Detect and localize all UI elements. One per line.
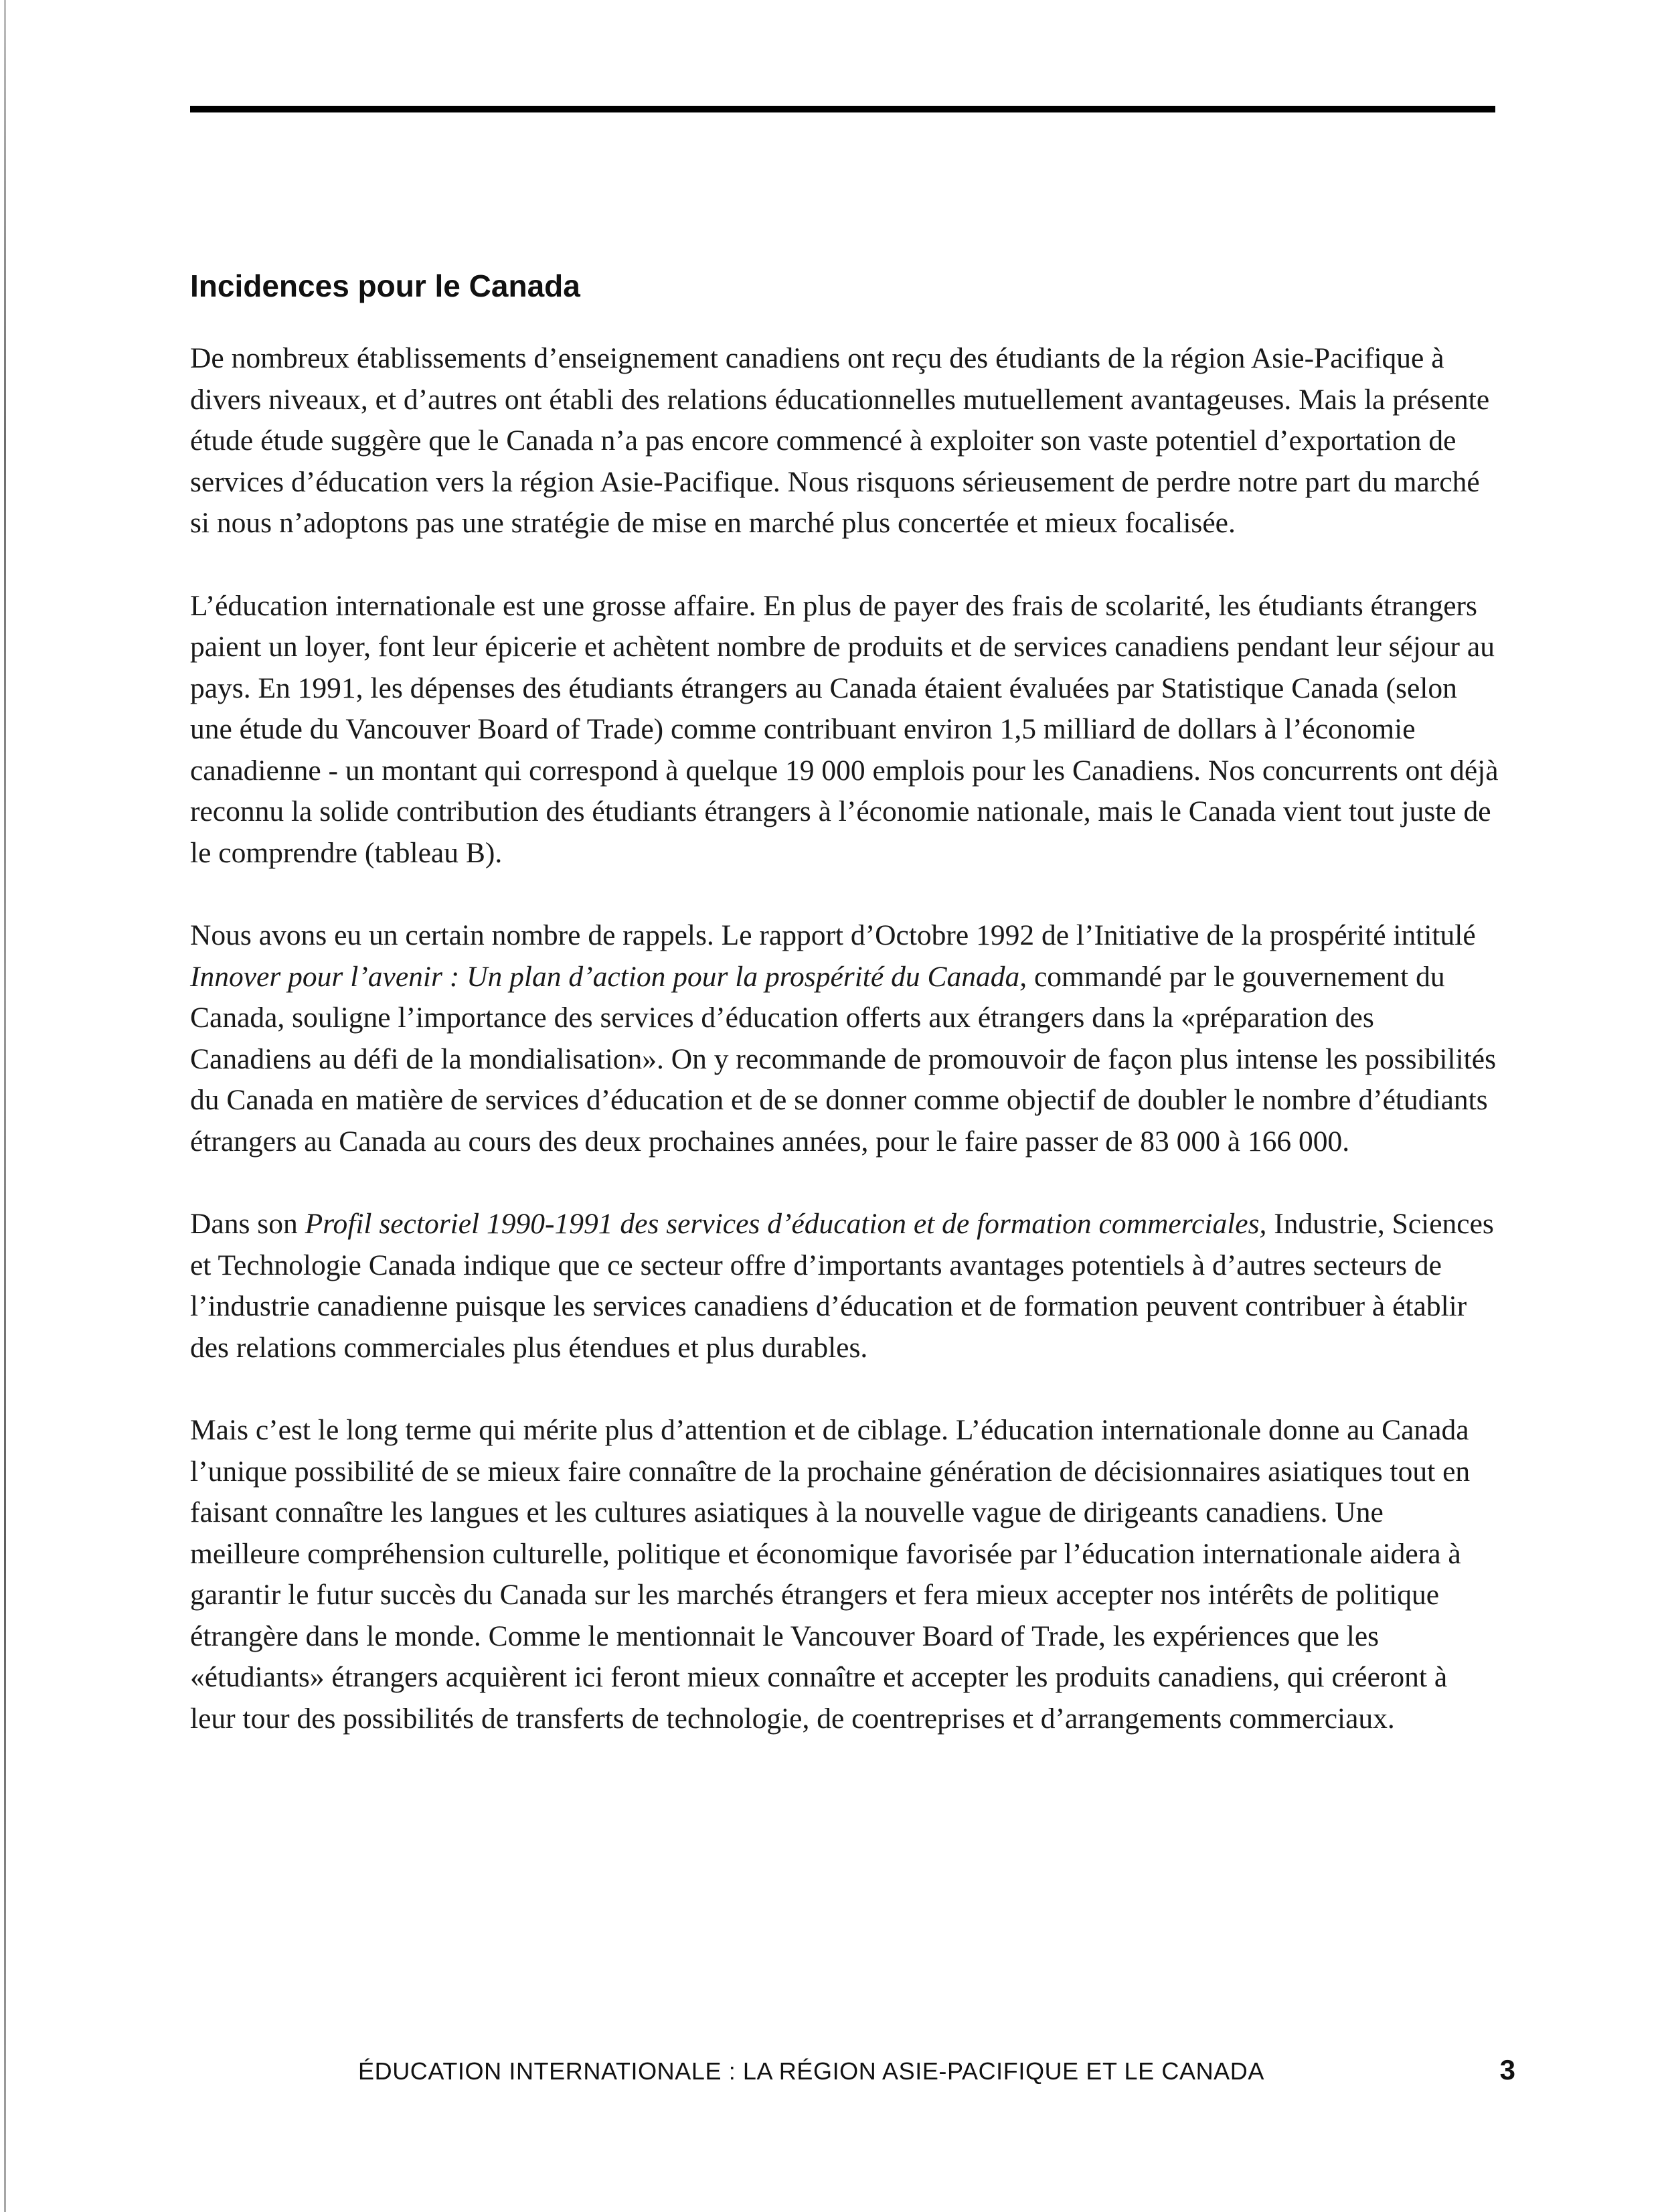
body-text — [190, 338, 1499, 1781]
paragraph-5: Mais c’est le long terme qui mérite plus d’attention et de ciblage. L’éducation internationale donne au Canada l’unique possibilité de se mieux faire connaître de la prochaine génération de décisionnaires asiatiques tout en faisant connaître les langues et les cultures asiatiques à la nouvelle vague de dirigeants canadiens. Une meilleure compréhension culturelle, politique et économique favorisée par l’éducation internationale aidera à garantir le futur succès du Canada sur les marchés étrangers et fera mieux accepter nos intérêts de politique étrangère dans le monde. Comme le mentionnait le Vancouver Board of Trade, les expériences que les «étudiants» étrangers acquièrent ici feront mieux connaître et accepter les produits canadiens, qui créeront à leur tour des possibilités de transferts de technologie, de coentreprises et d’arrangements commerciaux. — [190, 1414, 1471, 1735]
paragraph-3 — [190, 915, 1499, 1162]
paragraph-4-text-after: Industrie, Sciences et Technologie Canada indique que ce secteur offre d’importants avantages potentiels à d’autres secteurs de l’industrie canadienne puisque les services canadiens d’éducation et de formation peuvent contribuer à établir des relations commerciales plus étendues et plus durables. — [190, 1208, 1494, 1364]
paragraph-3-text-before: Nous avons eu un certain nombre de rappels. Le rapport d’Octobre 1992 de l’Initiative de la prospérité intitulé — [190, 919, 1476, 951]
paragraph-3-text-after: commandé par le gouvernement du Canada, souligne l’importance des services d’éducation offerts aux étrangers dans la «préparation des Canadiens au défi de la mondialisation». On y recommande de promouvoir de façon plus intense les possibilités du Canada en matière de services d’éducation et de se donner comme objectif de doubler le nombre d’étudiants étrangers au Canada au cours des deux prochaines années, pour le faire passer de 83 000 à 166 000. — [190, 960, 1497, 1158]
paragraph-3-report-title: Innover pour l’avenir : Un plan d’action pour la prospérité du Canada, — [190, 960, 1027, 993]
paragraph-2: L’éducation internationale est une grosse affaire. En plus de payer des frais de scolarité, les étudiants étrangers paient un loyer, font leur épicerie et achètent nombre de produits et de services canadiens pendant leur séjour au pays. En 1991, les dépenses des étudiants étrangers au Canada étaient évaluées par Statistique Canada (selon une étude du Vancouver Board of Trade) comme contribuant environ 1,5 milliard de dollars à l’économie canadienne - un montant qui correspond à quelque 19 000 emplois pour les Canadiens. Nos concurrents ont déjà reconnu la solide contribution des étudiants étrangers à l’économie nationale, mais le Canada vient tout juste de le comprendre (tableau B). — [190, 589, 1499, 869]
scan-edge-mark — [4, 0, 6, 2212]
paragraph-1: De nombreux établissements d’enseignement canadiens ont reçu des étudiants de la région Asie-Pacifique à divers niveaux, et d’autres ont établi des relations éducationnelles mutuellement avantageuses. Mais la présente étude étude suggère que le Canada n’a pas encore commencé à exploiter son vaste potentiel d’exportation de services d’éducation vers la région Asie-Pacifique. Nous risquons sérieusement de perdre notre part du marché si nous n’adoptons pas une stratégie de mise en marché plus concertée et mieux focalisée. — [190, 342, 1490, 539]
page-number: 3 — [1499, 2054, 1515, 2085]
top-rule — [190, 106, 1495, 112]
section-heading: Incidences pour le Canada — [190, 268, 580, 303]
paragraph-4-text-before: Dans son — [190, 1208, 305, 1240]
footer-running-title: ÉDUCATION INTERNATIONALE : LA RÉGION ASIE-PACIFIQUE ET LE CANADA — [358, 2057, 1264, 2085]
paragraph-4 — [190, 1204, 1499, 1368]
paragraph-4-profile-title: Profil sectoriel 1990-1991 des services d’éducation et de formation commerciales, — [305, 1208, 1267, 1240]
